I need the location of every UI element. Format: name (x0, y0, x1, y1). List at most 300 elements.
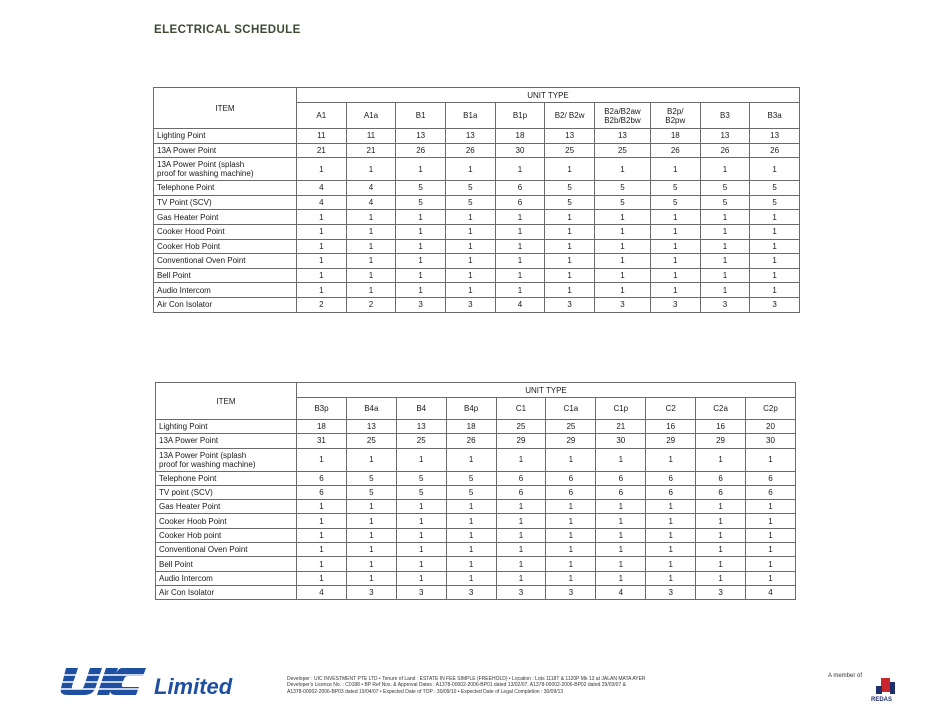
unit-code: B2/ B2w (554, 111, 585, 120)
value-cell (700, 239, 750, 254)
value-cell (396, 181, 446, 196)
header-row (154, 88, 800, 103)
value: 5 (620, 198, 625, 208)
value-cell (495, 254, 545, 269)
value: 1 (319, 227, 324, 237)
value-cell (546, 420, 596, 434)
value-cell (696, 585, 746, 599)
value-cell (750, 297, 800, 312)
value: 1 (722, 241, 728, 251)
value: 1 (518, 530, 524, 540)
item-cell (156, 557, 297, 571)
value-cell (495, 158, 545, 181)
value: 21 (316, 145, 326, 155)
item-label: 13A Power Point (159, 436, 219, 446)
value: 1 (319, 502, 324, 512)
unit-code: B2p/ (667, 106, 684, 116)
value-cell (696, 471, 746, 485)
value: 6 (618, 488, 624, 498)
value: 3 (620, 300, 625, 310)
value-cell (646, 557, 696, 571)
value: 5 (468, 488, 474, 498)
value-cell (750, 129, 800, 144)
value: 1 (468, 559, 474, 569)
value-cell (545, 181, 595, 196)
item-cell (154, 224, 297, 239)
value: 1 (418, 241, 423, 251)
value: 2 (319, 300, 324, 310)
value: 1 (722, 212, 728, 222)
value-cell (346, 528, 396, 542)
value-cell (696, 514, 746, 528)
value-cell (297, 239, 347, 254)
value-cell (545, 129, 595, 144)
value: 1 (419, 516, 424, 526)
value: 1 (718, 559, 723, 569)
value-cell (346, 434, 396, 448)
value: 1 (718, 545, 723, 555)
value: 29 (566, 436, 576, 446)
item-cell (156, 420, 297, 434)
value-cell (650, 254, 700, 269)
value: 1 (618, 516, 624, 526)
value: 1 (468, 530, 474, 540)
value: 1 (673, 241, 678, 251)
value: 6 (568, 488, 574, 498)
value: 5 (673, 183, 678, 193)
value-cell (396, 557, 446, 571)
value-cell (496, 434, 546, 448)
value: 6 (768, 473, 773, 483)
table-row (154, 239, 800, 254)
value: 4 (517, 300, 523, 310)
value-cell (297, 254, 347, 269)
value: 18 (670, 131, 680, 141)
value: 1 (319, 256, 324, 266)
value-cell (396, 528, 446, 542)
value-cell (545, 283, 595, 298)
value-cell (594, 283, 650, 298)
value: 5 (772, 198, 777, 208)
value: 6 (518, 488, 524, 498)
value: 1 (468, 271, 473, 281)
value-cell (700, 268, 750, 283)
value-cell (546, 434, 596, 448)
value: 1 (518, 516, 524, 526)
value-cell (746, 500, 796, 514)
value-cell (700, 143, 750, 158)
value: 4 (319, 588, 324, 598)
item-label: TV point (SCV) (159, 488, 213, 498)
value: 5 (468, 473, 474, 483)
value: 1 (567, 212, 572, 222)
table-row (154, 195, 800, 210)
value-cell (445, 129, 495, 144)
value-cell (396, 448, 446, 471)
value-cell (445, 158, 495, 181)
value: 25 (565, 145, 575, 155)
unit-code: B2b/B2bw (604, 115, 641, 125)
unit-code-cell (750, 103, 800, 129)
value-cell (396, 129, 446, 144)
value: 1 (618, 530, 624, 540)
value-cell (346, 585, 396, 599)
item-label: Telephone Point (159, 473, 217, 483)
value: 1 (368, 212, 374, 222)
value-cell (545, 143, 595, 158)
table-row (154, 181, 800, 196)
value-cell (346, 500, 396, 514)
value-cell (746, 543, 796, 557)
value: 1 (620, 285, 625, 295)
value-cell (445, 181, 495, 196)
value-cell (700, 158, 750, 181)
value-cell (396, 500, 446, 514)
value-cell (297, 528, 347, 542)
table-row (154, 158, 800, 181)
value-cell (445, 143, 495, 158)
value-cell (594, 254, 650, 269)
value-cell (596, 571, 646, 585)
item-cell (156, 434, 297, 448)
item-cell (154, 129, 297, 144)
value: 5 (418, 198, 423, 208)
value-cell (646, 585, 696, 599)
value-cell (700, 297, 750, 312)
value-cell (594, 239, 650, 254)
item-label: Conventional Oven Point (157, 256, 246, 266)
value-cell (646, 485, 696, 499)
value: 31 (316, 436, 326, 446)
table-row (154, 254, 800, 269)
value: 6 (517, 198, 523, 208)
value: 1 (419, 530, 424, 540)
unit-code: B2pw (665, 115, 686, 125)
value: 1 (618, 559, 624, 569)
value-cell (297, 210, 347, 225)
item-cell (154, 195, 297, 210)
item-cell (154, 254, 297, 269)
value: 5 (722, 183, 728, 193)
value-cell (396, 434, 446, 448)
value-cell (594, 181, 650, 196)
item-label: 13A Power Point (splash (157, 160, 245, 170)
value: 26 (465, 145, 475, 155)
value-cell (396, 514, 446, 528)
value-cell (446, 471, 496, 485)
value: 1 (718, 455, 723, 465)
item-cell (156, 585, 297, 599)
value: 1 (772, 227, 777, 237)
value: 3 (418, 300, 423, 310)
value: 1 (668, 502, 673, 512)
value: 13 (416, 422, 426, 432)
value-cell (650, 181, 700, 196)
value: 16 (716, 422, 726, 432)
unit-code: B4 (416, 404, 427, 413)
value: 1 (368, 271, 374, 281)
disclaimer-line: A1378-00002-2006-BP03 dated 19/04/07 • Expected Date of TOP : 30/09/10 • Expected Date of Legal Completion : 30/09/13 (287, 688, 564, 695)
value: 1 (618, 545, 624, 555)
value: 1 (368, 285, 374, 295)
value-cell (446, 528, 496, 542)
value-cell (495, 195, 545, 210)
item-label: Conventional Oven Point (159, 545, 248, 555)
value: 6 (518, 473, 524, 483)
value: 25 (566, 422, 576, 432)
item-label: Bell Point (157, 271, 191, 281)
value-cell (346, 514, 396, 528)
value-cell (596, 585, 646, 599)
disclaimer-line: Developer : UIC INVESTMENT PTE LTD • Tenure of Land : ESTATE IN FEE SIMPLE (FREEHOLD) • Location : Lots 1118T & 1120P Mk 13 at JALAN MATA AYER (287, 676, 646, 682)
item-label: Telephone Point (157, 183, 215, 193)
value: 1 (418, 227, 423, 237)
value: 30 (515, 145, 525, 155)
item-cell (154, 268, 297, 283)
value: 1 (668, 545, 673, 555)
value: 1 (518, 559, 524, 569)
value: 1 (517, 164, 523, 174)
value-cell (594, 129, 650, 144)
value: 3 (419, 588, 424, 598)
table-body (154, 88, 800, 313)
value: 1 (618, 502, 624, 512)
value-cell (746, 420, 796, 434)
electrical-schedule-table-2 (155, 382, 796, 600)
item-label: Cooker Hob point (159, 530, 222, 540)
item-label: Audio Intercom (159, 573, 213, 583)
value-cell (750, 239, 800, 254)
value-cell (750, 195, 800, 210)
item-label: Lighting Point (157, 131, 206, 141)
value-cell (750, 283, 800, 298)
value-cell (346, 283, 396, 298)
value: 1 (517, 212, 523, 222)
value: 1 (518, 455, 524, 465)
value-cell (297, 181, 347, 196)
item-label: TV Point (SCV) (157, 198, 212, 208)
value: 1 (718, 516, 723, 526)
value: 1 (620, 212, 625, 222)
value: 1 (369, 559, 374, 569)
value-cell (594, 158, 650, 181)
unit-code-cell (297, 103, 347, 129)
value: 1 (722, 227, 728, 237)
value: 26 (416, 145, 426, 155)
value: 18 (515, 131, 525, 141)
value: 30 (616, 436, 626, 446)
value-cell (396, 268, 446, 283)
table-row (154, 224, 800, 239)
value-cell (594, 210, 650, 225)
value-cell (596, 557, 646, 571)
value-cell (496, 571, 546, 585)
value-cell (650, 129, 700, 144)
value: 1 (319, 455, 324, 465)
value-cell (297, 420, 347, 434)
value: 1 (369, 455, 374, 465)
value-cell (396, 195, 446, 210)
value-cell (396, 297, 446, 312)
value: 1 (319, 545, 324, 555)
value: 1 (468, 573, 474, 583)
table-row (156, 448, 796, 471)
value: 4 (319, 183, 324, 193)
value: 1 (722, 164, 728, 174)
value: 3 (568, 588, 574, 598)
value-cell (346, 143, 396, 158)
value-cell (396, 571, 446, 585)
value: 18 (316, 422, 326, 432)
value-cell (546, 448, 596, 471)
value: 1 (468, 227, 473, 237)
value: 1 (418, 212, 423, 222)
value: 1 (618, 455, 624, 465)
value: 1 (620, 256, 625, 266)
value: 1 (568, 559, 574, 569)
value-cell (696, 448, 746, 471)
unit-code-cell (445, 103, 495, 129)
value-cell (750, 181, 800, 196)
value-cell (346, 448, 396, 471)
value-cell (546, 485, 596, 499)
value: 1 (772, 285, 777, 295)
value: 1 (568, 516, 574, 526)
value-cell (346, 224, 396, 239)
value: 1 (368, 164, 374, 174)
value-cell (746, 557, 796, 571)
value: 1 (568, 530, 574, 540)
value-cell (596, 471, 646, 485)
value: 4 (368, 198, 374, 208)
value: 1 (419, 559, 424, 569)
value: 1 (768, 455, 773, 465)
item-label: Bell Point (159, 559, 193, 569)
value-cell (646, 448, 696, 471)
value: 1 (418, 285, 423, 295)
value-cell (646, 514, 696, 528)
value: 4 (768, 588, 773, 598)
value: 5 (673, 198, 678, 208)
value: 13 (617, 131, 627, 141)
value-cell (445, 297, 495, 312)
value: 1 (418, 164, 423, 174)
item-cell (154, 210, 297, 225)
value-cell (446, 557, 496, 571)
item-label: proof for washing machine) (159, 459, 256, 469)
value-cell (700, 210, 750, 225)
item-label: Lighting Point (159, 422, 208, 432)
value-cell (495, 239, 545, 254)
value-cell (496, 528, 546, 542)
value: 3 (468, 588, 474, 598)
value-cell (446, 448, 496, 471)
value-cell (750, 210, 800, 225)
value: 5 (419, 473, 424, 483)
value-cell (346, 254, 396, 269)
value: 13 (416, 131, 426, 141)
unit-code-cell (346, 398, 396, 420)
value: 6 (718, 473, 723, 483)
value: 1 (722, 285, 728, 295)
value: 1 (319, 164, 324, 174)
value: 1 (772, 271, 777, 281)
value: 1 (468, 164, 473, 174)
value: 6 (618, 473, 624, 483)
value-cell (646, 571, 696, 585)
value-cell (445, 283, 495, 298)
value: 1 (718, 502, 723, 512)
value-cell (646, 528, 696, 542)
value: 1 (620, 164, 625, 174)
value: 30 (766, 436, 775, 446)
value: 1 (772, 212, 777, 222)
value-cell (546, 585, 596, 599)
value: 6 (768, 488, 773, 498)
value-cell (297, 585, 347, 599)
value: 1 (567, 227, 572, 237)
value-cell (750, 158, 800, 181)
value-cell (495, 268, 545, 283)
value: 25 (516, 422, 526, 432)
value: 1 (673, 227, 678, 237)
value: 13 (465, 131, 475, 141)
value: 1 (673, 271, 678, 281)
value: 1 (319, 285, 324, 295)
value-cell (495, 129, 545, 144)
value-cell (650, 195, 700, 210)
value-cell (746, 585, 796, 599)
unit-code: B3 (720, 111, 730, 120)
value: 1 (722, 271, 728, 281)
value: 1 (768, 516, 773, 526)
value: 3 (673, 300, 678, 310)
value: 1 (319, 530, 324, 540)
value: 11 (366, 131, 376, 141)
unit-code: C2p (763, 404, 778, 413)
unit-code-cell (545, 103, 595, 129)
value-cell (446, 543, 496, 557)
value-cell (546, 571, 596, 585)
value-cell (446, 500, 496, 514)
value-cell (346, 268, 396, 283)
item-header-cell (156, 383, 297, 420)
value: 1 (568, 573, 574, 583)
value-cell (650, 224, 700, 239)
value: 16 (666, 422, 676, 432)
value-cell (646, 543, 696, 557)
item-cell (156, 528, 297, 542)
item-header: ITEM (216, 396, 236, 406)
value: 5 (418, 183, 423, 193)
value-cell (396, 543, 446, 557)
value-cell (700, 224, 750, 239)
value-cell (594, 224, 650, 239)
value-cell (445, 254, 495, 269)
table-row (156, 485, 796, 499)
value-cell (594, 195, 650, 210)
value: 1 (768, 573, 773, 583)
value: 1 (517, 241, 523, 251)
value: 6 (319, 488, 324, 498)
value: 1 (668, 573, 673, 583)
unit-code-cell (746, 398, 796, 420)
value-cell (346, 420, 396, 434)
item-header-cell (154, 88, 297, 129)
value: 6 (568, 473, 574, 483)
unit-code: B3a (767, 111, 782, 120)
value: 1 (620, 271, 625, 281)
